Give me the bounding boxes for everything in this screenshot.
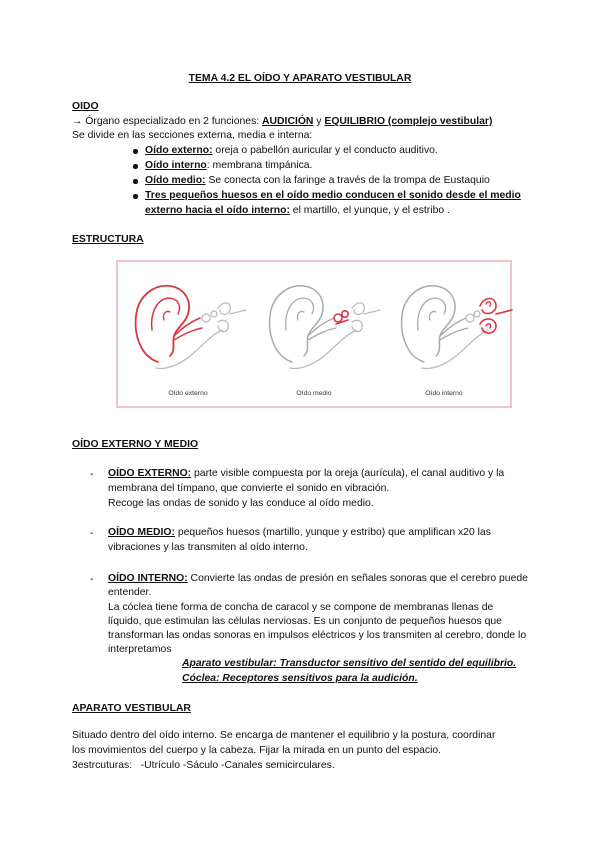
dash-marker: - <box>90 528 94 539</box>
item-oido-externo <box>108 467 504 482</box>
oido-intro-line <box>72 116 492 127</box>
bullet-label: Oído externo: <box>145 145 213 156</box>
page-title: TEMA 4.2 EL OÍDO Y APARATO VESTIBULAR <box>188 73 412 84</box>
section-heading-vestibular: APARATO VESTIBULAR <box>72 703 191 714</box>
vestibular-line: los movimientos del cuerpo y la cabeza. Fijar la mirada en un punto del espacio. <box>72 745 442 756</box>
bullet-label: Oído interno <box>145 160 207 171</box>
item-line: vibraciones y las transmiten al oído interno. <box>108 542 308 553</box>
item-oido-medio <box>108 526 491 541</box>
item-label: OÍDO INTERNO: <box>108 573 188 584</box>
item-text: Convierte las ondas de presión en señales sonoras que el cerebro puede <box>187 573 528 584</box>
item-line: líquido, que estimulan las células nerviosas. Es un conjunto de pequeños huesos que <box>108 616 502 627</box>
ear-externo-illustration <box>118 270 248 390</box>
bullet-text: : membrana timpánica. <box>206 160 313 171</box>
bullet-oido-externo <box>145 145 438 156</box>
dash-marker: - <box>90 469 94 480</box>
item-text: pequeños huesos (martillo, yunque y estribo) que amplifican x20 las <box>174 527 491 538</box>
item-line: entender. <box>108 587 152 598</box>
item-label: OÍDO EXTERNO: <box>108 468 192 479</box>
dash-marker: - <box>90 574 94 585</box>
item-line: La cóclea tiene forma de concha de caracol y se compone de membranas llenas de <box>108 602 494 613</box>
item-label: OÍDO MEDIO: <box>108 527 175 538</box>
ear-structure-figure <box>116 260 512 408</box>
bullet-icon <box>133 194 138 199</box>
item-line: Recoge las ondas de sonido y las conduce al oído medio. <box>108 498 374 509</box>
bullet-icon <box>133 164 138 169</box>
equilibrio-term: EQUILIBRIO (complejo vestibular) <box>324 116 493 127</box>
audicion-term: AUDICIÓN <box>262 116 314 127</box>
item-line: transforman las ondas sonoras en impulsos eléctricos y los transmiten al cerebro, donde lo <box>108 630 527 641</box>
bullet-text: Se conecta con la faringe a través de la trompa de Eustaquio <box>205 175 490 186</box>
note-aparato-vestibular: Aparato vestibular: Transductor sensitivo del sentido del equilibrio. <box>182 658 517 669</box>
item-line: membrana del tímpano, que convierte el sonido en vibración. <box>108 483 390 494</box>
oido-divide-line: Se divide en las secciones externa, media e interna: <box>72 130 313 141</box>
ear-medio-illustration <box>252 270 382 390</box>
intro-y: y <box>313 116 325 127</box>
bullet-oido-medio <box>145 175 490 186</box>
item-line: interpretamos <box>108 644 172 655</box>
vestibular-line: Situado dentro del oído interno. Se encarga de mantener el equilibrio y la postura, coordinar <box>72 730 496 741</box>
bullet-icon <box>133 149 138 154</box>
section-heading-externo-medio: OÍDO EXTERNO Y MEDIO <box>72 439 199 450</box>
bullet-label: externo hacia el oído interno: <box>145 205 290 216</box>
caption-externo: Oído externo <box>168 390 208 397</box>
bullet-text: oreja o pabellón auricular y el conducto auditivo. <box>212 145 438 156</box>
section-heading-estructura: ESTRUCTURA <box>72 234 144 245</box>
bullet-label: Oído medio: <box>145 175 206 186</box>
bullet-oido-interno <box>145 160 312 171</box>
vestibular-structures-line: 3estrcuturas: -Utrículo -Sáculo -Canales semicirculares. <box>72 760 335 771</box>
bullet-huesos-line1: Tres pequeños huesos en el oído medio conducen el sonido desde el medio <box>145 190 521 201</box>
bullet-huesos-line2 <box>145 205 450 216</box>
caption-interno: Oído interno <box>425 390 463 397</box>
intro-prefix: → Órgano especializado en 2 funciones: <box>72 116 263 127</box>
caption-medio: Oído medio <box>296 390 332 397</box>
bullet-icon <box>133 179 138 184</box>
ear-interno-illustration <box>384 270 514 390</box>
item-oido-interno <box>108 572 528 587</box>
bullet-text: el martillo, el yunque, y el estribo . <box>289 205 450 216</box>
note-coclea: Cóclea: Receptores sensitivos para la audición. <box>182 673 418 684</box>
section-heading-oido: OIDO <box>72 101 99 112</box>
item-text: parte visible compuesta por la oreja (aurícula), el canal auditivo y la <box>191 468 505 479</box>
